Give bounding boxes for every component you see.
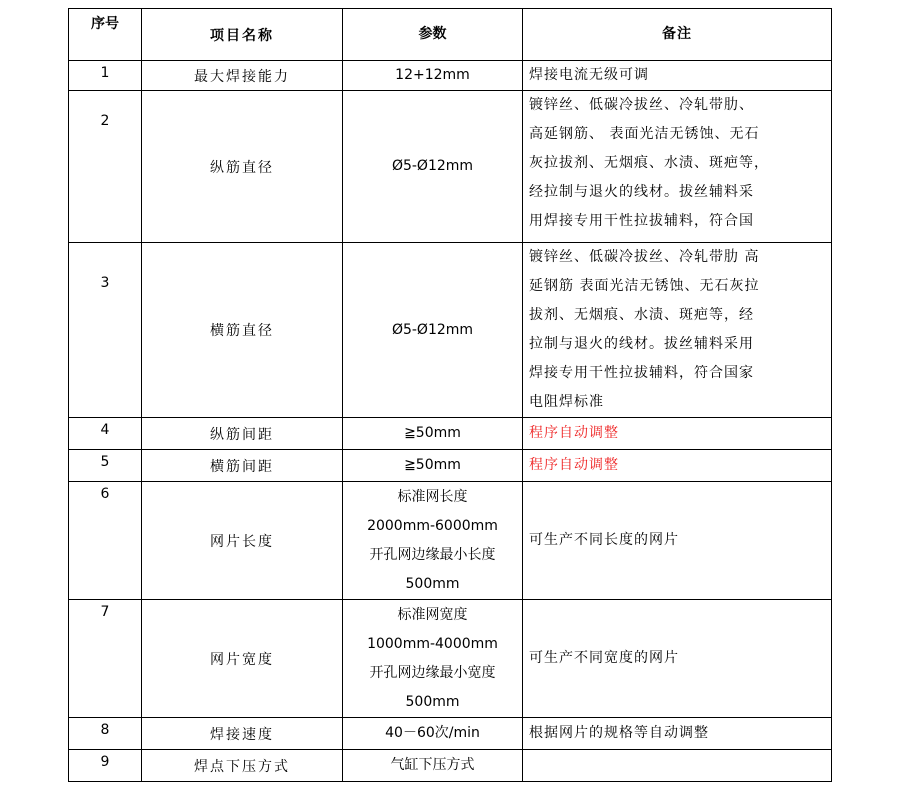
row-no: 5 xyxy=(69,450,142,482)
row-no: 4 xyxy=(69,418,142,450)
row-remark: 焊接电流无级可调 xyxy=(523,61,832,91)
param-line: 500mm xyxy=(405,575,460,592)
row-no: 1 xyxy=(69,61,142,91)
remark-line: 镀锌丝、低碳冷拔丝、冷轧带肋、 xyxy=(529,97,754,113)
row-no: 2 xyxy=(69,91,142,243)
param-line: 标准网宽度 xyxy=(397,606,468,623)
row-parameter: Ø5-Ø12mm xyxy=(343,91,523,243)
table-row xyxy=(69,450,832,482)
header-no: 序号 xyxy=(69,9,142,61)
row-parameter: Ø5-Ø12mm xyxy=(343,243,523,418)
remark-line: 高延钢筋、 表面光洁无锈蚀、无石 xyxy=(529,126,760,142)
row-parameter: ≧50mm xyxy=(343,450,523,482)
row-parameter: 40－60次/min xyxy=(343,718,523,750)
table-row xyxy=(69,418,832,450)
row-remark: 程序自动调整 xyxy=(523,418,832,450)
row-remark xyxy=(523,91,832,243)
remark-line: 延钢筋 表面光洁无锈蚀、无石灰拉 xyxy=(529,278,760,294)
header-row xyxy=(69,9,832,61)
remark-line: 电阻焊标准 xyxy=(529,394,604,410)
row-parameter xyxy=(343,600,523,718)
row-item-name: 网片长度 xyxy=(142,482,343,600)
remark-line: 拉制与退火的线材。拔丝辅料采用 xyxy=(529,336,754,352)
row-no: 3 xyxy=(69,243,142,418)
row-item-name: 纵筋直径 xyxy=(142,91,343,243)
remark-line: 拔剂、无烟痕、水渍、斑疤等，经 xyxy=(529,307,754,323)
row-parameter xyxy=(343,482,523,600)
remark-line: 用焊接专用干性拉拔辅料，符合国 xyxy=(529,213,754,229)
param-line: 1000mm-4000mm xyxy=(367,635,498,652)
row-parameter: ≧50mm xyxy=(343,418,523,450)
remark-line: 经拉制与退火的线材。拔丝辅料采 xyxy=(529,184,754,200)
row-item-name: 横筋间距 xyxy=(142,450,343,482)
row-item-name: 横筋直径 xyxy=(142,243,343,418)
header-remark: 备注 xyxy=(523,9,832,61)
param-line: 开孔网边缘最小长度 xyxy=(369,546,496,563)
header-parameter: 参数 xyxy=(343,9,523,61)
row-item-name: 焊接速度 xyxy=(142,718,343,750)
table-row xyxy=(69,600,832,718)
param-line: 开孔网边缘最小宽度 xyxy=(369,664,496,681)
row-no: 8 xyxy=(69,718,142,750)
row-item-name: 最大焊接能力 xyxy=(142,61,343,91)
row-parameter: 12+12mm xyxy=(343,61,523,91)
row-no: 6 xyxy=(69,482,142,600)
table-row xyxy=(69,243,832,418)
table-row xyxy=(69,61,832,91)
param-line: 2000mm-6000mm xyxy=(367,517,498,534)
spec-table xyxy=(68,8,832,782)
table-row xyxy=(69,750,832,782)
row-no: 9 xyxy=(69,750,142,782)
remark-line: 焊接专用干性拉拔辅料，符合国家 xyxy=(529,365,754,381)
row-remark: 可生产不同宽度的网片 xyxy=(523,600,832,718)
param-line: 500mm xyxy=(405,693,460,710)
row-remark: 根据网片的规格等自动调整 xyxy=(523,718,832,750)
row-remark xyxy=(523,243,832,418)
remark-line: 镀锌丝、低碳冷拔丝、冷轧带肋 高 xyxy=(529,249,760,265)
table-row xyxy=(69,482,832,600)
row-no: 7 xyxy=(69,600,142,718)
row-remark: 程序自动调整 xyxy=(523,450,832,482)
row-remark: 可生产不同长度的网片 xyxy=(523,482,832,600)
row-item-name: 焊点下压方式 xyxy=(142,750,343,782)
row-item-name: 纵筋间距 xyxy=(142,418,343,450)
table-row xyxy=(69,91,832,243)
header-item-name: 项目名称 xyxy=(142,9,343,61)
table-row xyxy=(69,718,832,750)
param-line: 标准网长度 xyxy=(397,488,468,505)
row-parameter: 气缸下压方式 xyxy=(343,750,523,782)
row-remark xyxy=(523,750,832,782)
remark-line: 灰拉拔剂、无烟痕、水渍、斑疤等， xyxy=(529,155,769,171)
row-item-name: 网片宽度 xyxy=(142,600,343,718)
